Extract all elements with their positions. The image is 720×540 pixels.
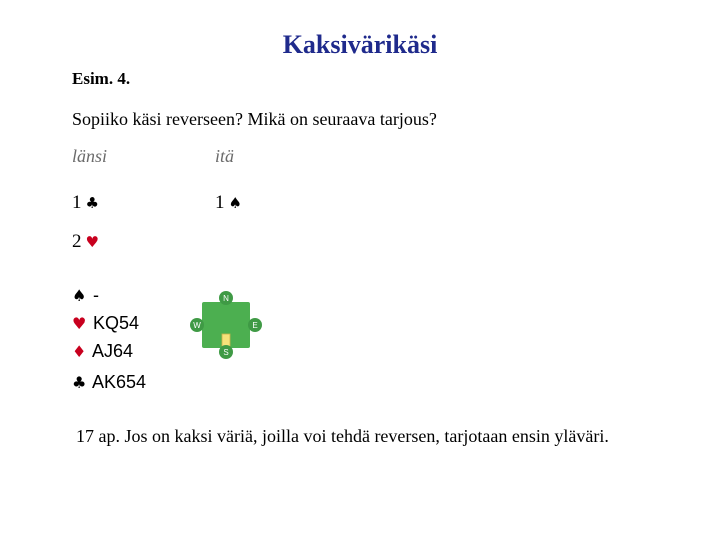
east-label: E	[252, 321, 258, 330]
club-icon: ♣	[72, 373, 87, 392]
diamond-icon: ♦	[72, 342, 87, 361]
example-label: Esim. 4.	[72, 69, 131, 88]
west-label: W	[193, 321, 201, 330]
explanation-text: 17 ap. Jos on kaksi väriä, joilla voi tehdä reversen, tarjotaan ensin yläväri.	[76, 426, 609, 446]
heart-icon: ♥	[85, 233, 99, 251]
bid-level: 1	[215, 192, 225, 213]
hand-cards: AK654	[92, 372, 147, 392]
bid-east-1	[215, 192, 242, 214]
spade-icon: ♠	[72, 286, 87, 305]
hand-spades	[72, 285, 99, 306]
compass-table-icon	[186, 290, 266, 360]
seat-west-label: länsi	[72, 146, 108, 166]
hand-clubs	[72, 372, 146, 393]
hand-diamonds	[72, 341, 133, 362]
question-text: Sopiiko käsi reverseen? Mikä on seuraava tarjous?	[72, 109, 437, 129]
hand-cards: KQ54	[93, 313, 140, 333]
bid-west-1	[72, 192, 99, 214]
page-title: Kaksivärikäsi	[282, 30, 438, 59]
hand-hearts	[72, 313, 139, 334]
bid-level: 1	[72, 192, 82, 213]
hand-cards: -	[93, 285, 100, 305]
north-label: N	[223, 294, 229, 303]
bid-west-2	[72, 231, 99, 253]
heart-icon: ♥	[72, 314, 87, 333]
south-label: S	[223, 348, 229, 357]
spade-icon: ♠	[228, 194, 242, 212]
club-icon: ♣	[85, 194, 99, 212]
bid-level: 2	[72, 231, 82, 252]
seat-east-label: itä	[215, 146, 235, 166]
hand-cards: AJ64	[92, 341, 134, 361]
